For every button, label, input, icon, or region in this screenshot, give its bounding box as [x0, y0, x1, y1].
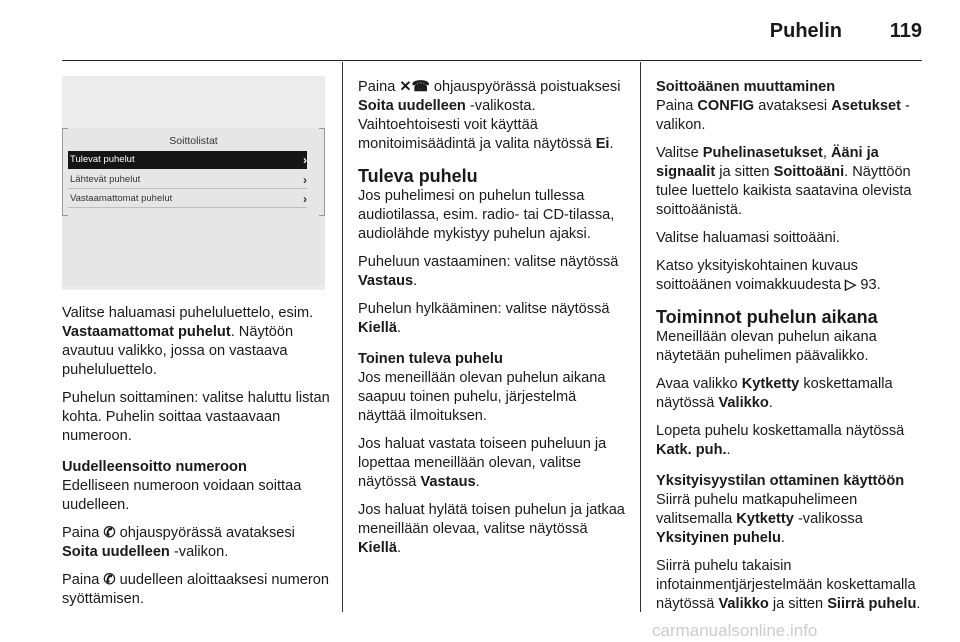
- header-divider: [62, 60, 922, 61]
- paragraph: Jos haluat hylätä toisen puhelun ja jatkaa meneillään olevaa, valitse näytössä Kiellä.: [358, 502, 625, 556]
- column-divider-2: [640, 62, 641, 612]
- section-title: Puhelin: [769, 20, 842, 42]
- paragraph: Puhelun hylkääminen: valitse näytössä Kiellä.: [358, 301, 610, 336]
- phone-handset-icon: ✆: [103, 525, 116, 541]
- list-item-incoming[interactable]: [68, 151, 307, 169]
- paragraph: Paina ✕☎ ohjauspyörässä poistuaksesi Soita uudelleen -valikosta. Vaihtoehtoisesti voit käyttää monitoimisäädintä ja valita näytössä Ei.: [358, 79, 621, 152]
- column-2: [358, 78, 628, 567]
- paragraph: Jos puhelimesi on puhelun tullessa audiotilassa, esim. radio- tai CD-tilassa, audiolähde mykistyy puhelun ajaksi.: [358, 188, 615, 242]
- phone-handset-icon: ✆: [103, 572, 116, 588]
- paragraph: Jos haluat vastata toiseen puheluun ja lopettaa meneillään olevan, valitse näytössä Vastaus.: [358, 436, 607, 490]
- call-list-panel: [62, 128, 325, 286]
- list-item-label: Vastaamattomat puhelut: [70, 193, 173, 204]
- column-3: [656, 78, 926, 623]
- display-illustration: [62, 76, 325, 290]
- page-number: 119: [889, 20, 922, 42]
- paragraph: Paina ✆ ohjauspyörässä avataksesi Soita uudelleen -valikon.: [62, 525, 295, 560]
- column-divider-1: [342, 62, 343, 612]
- list-item-outgoing[interactable]: [68, 171, 307, 189]
- paragraph: Puhelun soittaminen: valitse haluttu listan kohta. Puhelin soittaa vastaavaan numeroon.: [62, 390, 330, 444]
- paragraph: Siirrä puhelu matkapuhelimeen valitsemalla Kytketty -valikossa Yksityinen puhelu.: [656, 492, 863, 546]
- paragraph: Paina CONFIG avataksesi Asetukset -valikon.: [656, 98, 910, 133]
- paragraph: Katso yksityiskohtainen kuvaus soittoäänen voimakkuudesta ▷ 93.: [656, 258, 881, 293]
- subheading-ringtone: Soittoäänen muuttaminen: [656, 79, 836, 95]
- paragraph: Lopeta puhelu koskettamalla näytössä Katk. puh..: [656, 423, 905, 458]
- subheading-second-call: Toinen tuleva puhelu: [358, 351, 503, 367]
- paragraph: Valitse Puhelinasetukset, Ääni ja signaalit ja sitten Soittoääni. Näyttöön tulee luettelo kaikista saatavina olevista soittoäänistä.: [656, 145, 912, 218]
- page-reference-icon: ▷: [845, 277, 857, 293]
- paragraph: Puheluun vastaaminen: valitse näytössä Vastaus.: [358, 254, 619, 289]
- page-reference-link[interactable]: 93: [860, 277, 877, 293]
- list-item-missed[interactable]: [68, 190, 307, 208]
- paragraph: Edelliseen numeroon voidaan soittaa uudelleen.: [62, 478, 302, 513]
- paragraph: Jos meneillään olevan puhelun aikana saapuu toinen puhelu, järjestelmä näyttää ilmoituksen.: [358, 370, 606, 424]
- subheading-private-mode: Yksityisyystilan ottaminen käyttöön: [656, 473, 905, 489]
- heading-call-functions: Toiminnot puhelun aikana: [656, 307, 878, 327]
- paragraph: Siirrä puhelu takaisin infotainmentjärjestelmään koskettamalla näytössä Valikko ja sitten Siirrä puhelu.: [656, 558, 921, 612]
- paragraph: Valitse haluamasi soittoääni.: [656, 230, 840, 246]
- list-item-label: Tulevat puhelut: [70, 154, 135, 165]
- page-header: [0, 0, 960, 62]
- column-1: [62, 304, 330, 618]
- subheading-redial: Uudelleensoitto numeroon: [62, 459, 247, 475]
- list-item-label: Lähtevät puhelut: [70, 174, 141, 185]
- paragraph: Avaa valikko Kytketty koskettamalla näytössä Valikko.: [656, 376, 893, 411]
- mute-hangup-icon: ✕☎: [399, 79, 430, 95]
- chevron-right-icon: ›: [303, 153, 307, 167]
- paragraph: Meneillään olevan puhelun aikana näytetään puhelimen päävalikko.: [656, 329, 877, 364]
- chevron-right-icon: ›: [303, 173, 307, 187]
- chevron-right-icon: ›: [303, 192, 307, 206]
- heading-incoming-call: Tuleva puhelu: [358, 166, 478, 186]
- paragraph: Paina ✆ uudelleen aloittaaksesi numeron syöttämisen.: [62, 572, 329, 607]
- paragraph: Valitse haluamasi puheluluettelo, esim. Vastaamattomat puhelut. Näytöön avautuu valikko, jossa on vastaava puheluluettelo.: [62, 305, 314, 378]
- panel-title: Soittolistat: [169, 135, 218, 147]
- watermark: carmanualsonline.info: [652, 621, 818, 640]
